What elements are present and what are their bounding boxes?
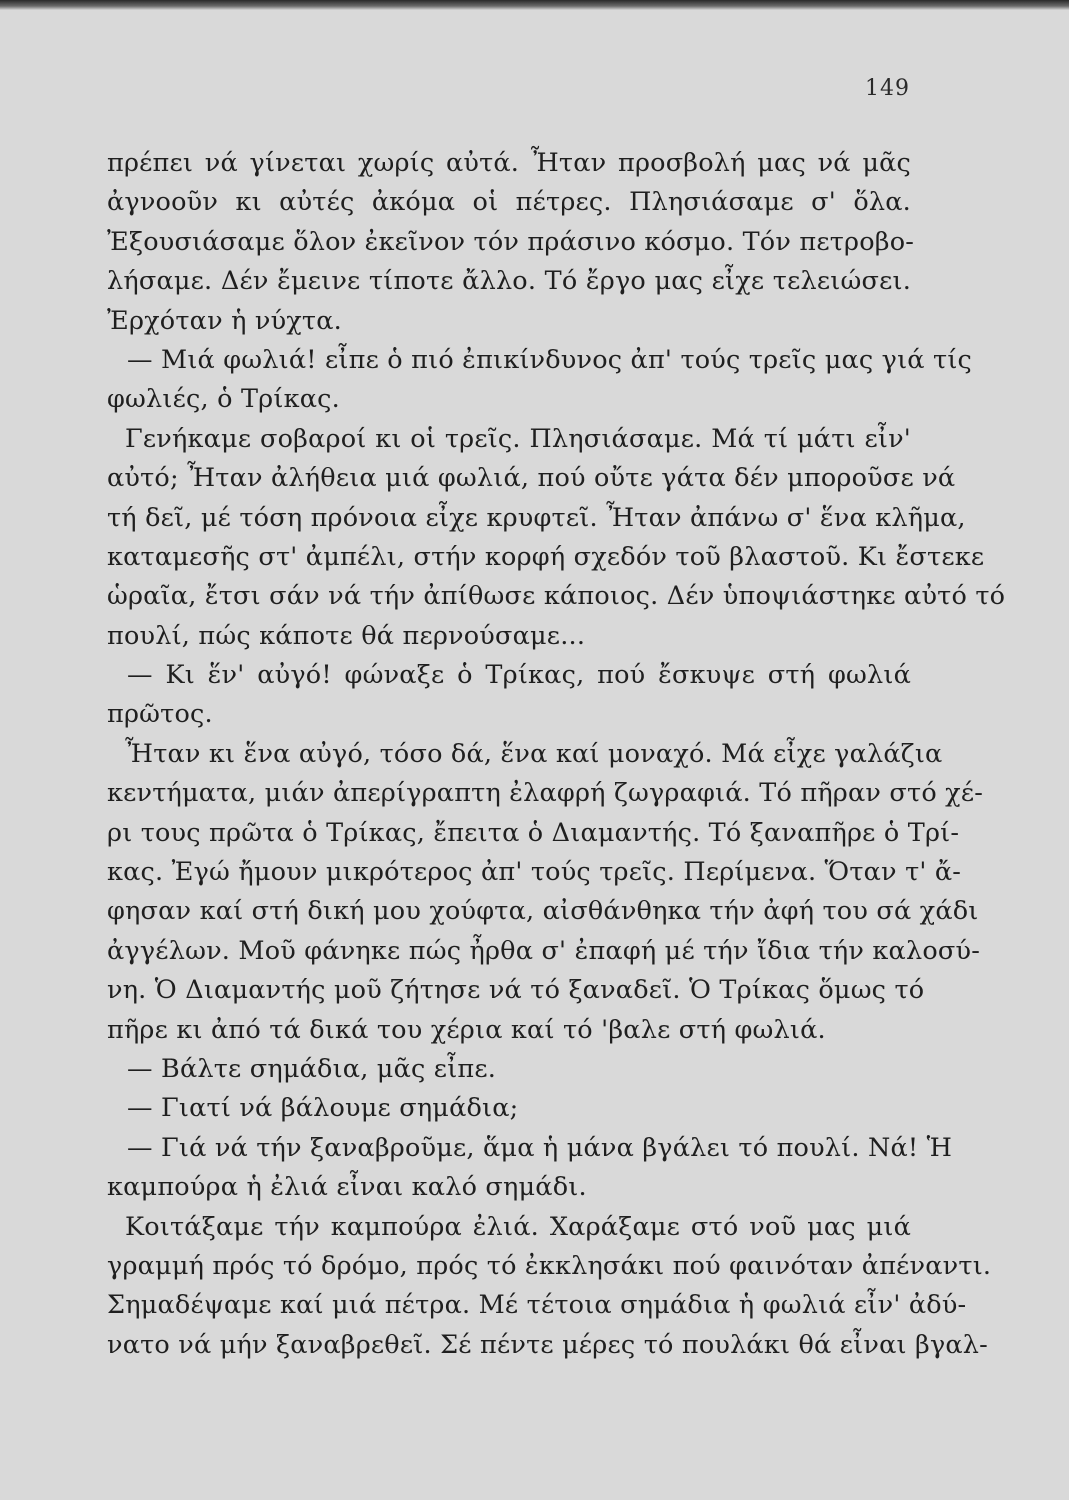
text-line: κεντήματα, μιάν ἀπερίγραπτη ἐλαφρή ζωγραφιά. Τό πῆραν στό χέ- bbox=[107, 778, 984, 809]
text-line: νατο νά μήν ξαναβρεθεῖ. Σέ πέντε μέρες τό πουλάκι θά εἶναι βγαλ- bbox=[107, 1329, 988, 1360]
page-number: 149 bbox=[865, 76, 910, 101]
text-line: Ἐξουσιάσαμε ὅλον ἐκεῖνον τόν πράσινο κόσμο. Τόν πετροβο- bbox=[107, 226, 915, 257]
text-line: φωλιές, ὁ Τρίκας. bbox=[107, 384, 340, 415]
text-line: καταμεσῆς στ' ἀμπέλι, στήν κορφή σχεδόν τοῦ βλαστοῦ. Κι ἔστεκε bbox=[107, 541, 985, 572]
text-line: ἀγνοοῦν κι αὐτές ἀκόμα οἱ πέτρες. Πλησιάσαμε σ' ὅλα. bbox=[107, 187, 911, 218]
text-line: κας. Ἐγώ ἤμουν μικρότερος ἀπ' τούς τρεῖς. Περίμενα. Ὅταν τ' ἄ- bbox=[107, 857, 962, 888]
body-text bbox=[107, 144, 1006, 1365]
text-line: πουλί, πώς κάποτε θά περνούσαμε... bbox=[107, 620, 586, 651]
text-line: πῆρε κι ἀπό τά δικά του χέρια καί τό 'βαλε στή φωλιά. bbox=[107, 1014, 826, 1045]
text-line: Ἐρχόταν ἡ νύχτα. bbox=[107, 305, 342, 336]
text-line: φησαν καί στή δική μου χούφτα, αἰσθάνθηκα τήν ἀφή του σά χάδι bbox=[107, 896, 979, 927]
dialogue-line: — Γιατί νά βάλουμε σημάδια; bbox=[127, 1093, 519, 1124]
text-line: αὐτό; Ἦταν ἀλήθεια μιά φωλιά, πού οὔτε γάτα δέν μποροῦσε νά bbox=[107, 463, 956, 494]
text-line: Ἦταν κι ἕνα αὐγό, τόσο δά, ἕνα καί μοναχό. Μά εἶχε γαλάζια bbox=[125, 738, 943, 769]
text-line: γραμμή πρός τό δρόμο, πρός τό ἐκκλησάκι πού φαινόταν ἀπέναντι. bbox=[107, 1250, 992, 1281]
text-line: Γενήκαμε σοβαροί κι οἱ τρεῖς. Πλησιάσαμε. Μά τί μάτι εἶν' bbox=[125, 423, 911, 454]
text-line: Σημαδέψαμε καί μιά πέτρα. Μέ τέτοια σημάδια ἡ φωλιά εἶν' ἀδύ- bbox=[107, 1290, 967, 1321]
text-line: ρι τους πρῶτα ὁ Τρίκας, ἔπειτα ὁ Διαμαντής. Τό ξαναπῆρε ὁ Τρί- bbox=[107, 817, 960, 848]
dialogue-line: — Κι ἕν' αὐγό! φώναξε ὁ Τρίκας, πού ἔσκυψε στή φωλιά bbox=[127, 660, 911, 691]
scan-border bbox=[0, 0, 1069, 10]
dialogue-line: — Μιά φωλιά! εἶπε ὁ πιό ἐπικίνδυνος ἀπ' τούς τρεῖς μας γιά τίς bbox=[127, 344, 973, 375]
text-line: τή δεῖ, μέ τόση πρόνοια εἶχε κρυφτεῖ. Ἦταν ἀπάνω σ' ἕνα κλῆμα, bbox=[107, 502, 966, 533]
text-line: καμπούρα ἡ ἐλιά εἶναι καλό σημάδι. bbox=[107, 1172, 587, 1203]
dialogue-line: — Γιά νά τήν ξαναβροῦμε, ἅμα ἡ μάνα βγάλει τό πουλί. Νά! Ἡ bbox=[127, 1132, 953, 1163]
text-line: ὡραῖα, ἔτσι σάν νά τήν ἀπίθωσε κάποιος. Δέν ὑποψιάστηκε αὐτό τό bbox=[107, 581, 1006, 612]
text-line: λήσαμε. Δέν ἔμεινε τίποτε ἄλλο. Τό ἔργο μας εἶχε τελειώσει. bbox=[107, 266, 911, 297]
text-line: πρέπει νά γίνεται χωρίς αὐτά. Ἦταν προσβολή μας νά μᾶς bbox=[107, 148, 911, 178]
dialogue-line: — Βάλτε σημάδια, μᾶς εἶπε. bbox=[127, 1053, 497, 1084]
text-line: νη. Ὁ Διαμαντής μοῦ ζήτησε νά τό ξαναδεῖ. Ὁ Τρίκας ὅμως τό bbox=[107, 975, 925, 1006]
text-line: πρῶτος. bbox=[107, 699, 213, 730]
book-page bbox=[0, 10, 1069, 1500]
text-line: ἀγγέλων. Μοῦ φάνηκε πώς ἦρθα σ' ἐπαφή μέ τήν ἴδια τήν καλοσύ- bbox=[107, 935, 981, 966]
text-line: Κοιτάξαμε τήν καμπούρα ἐλιά. Χαράξαμε στό νοῦ μας μιά bbox=[125, 1211, 911, 1242]
